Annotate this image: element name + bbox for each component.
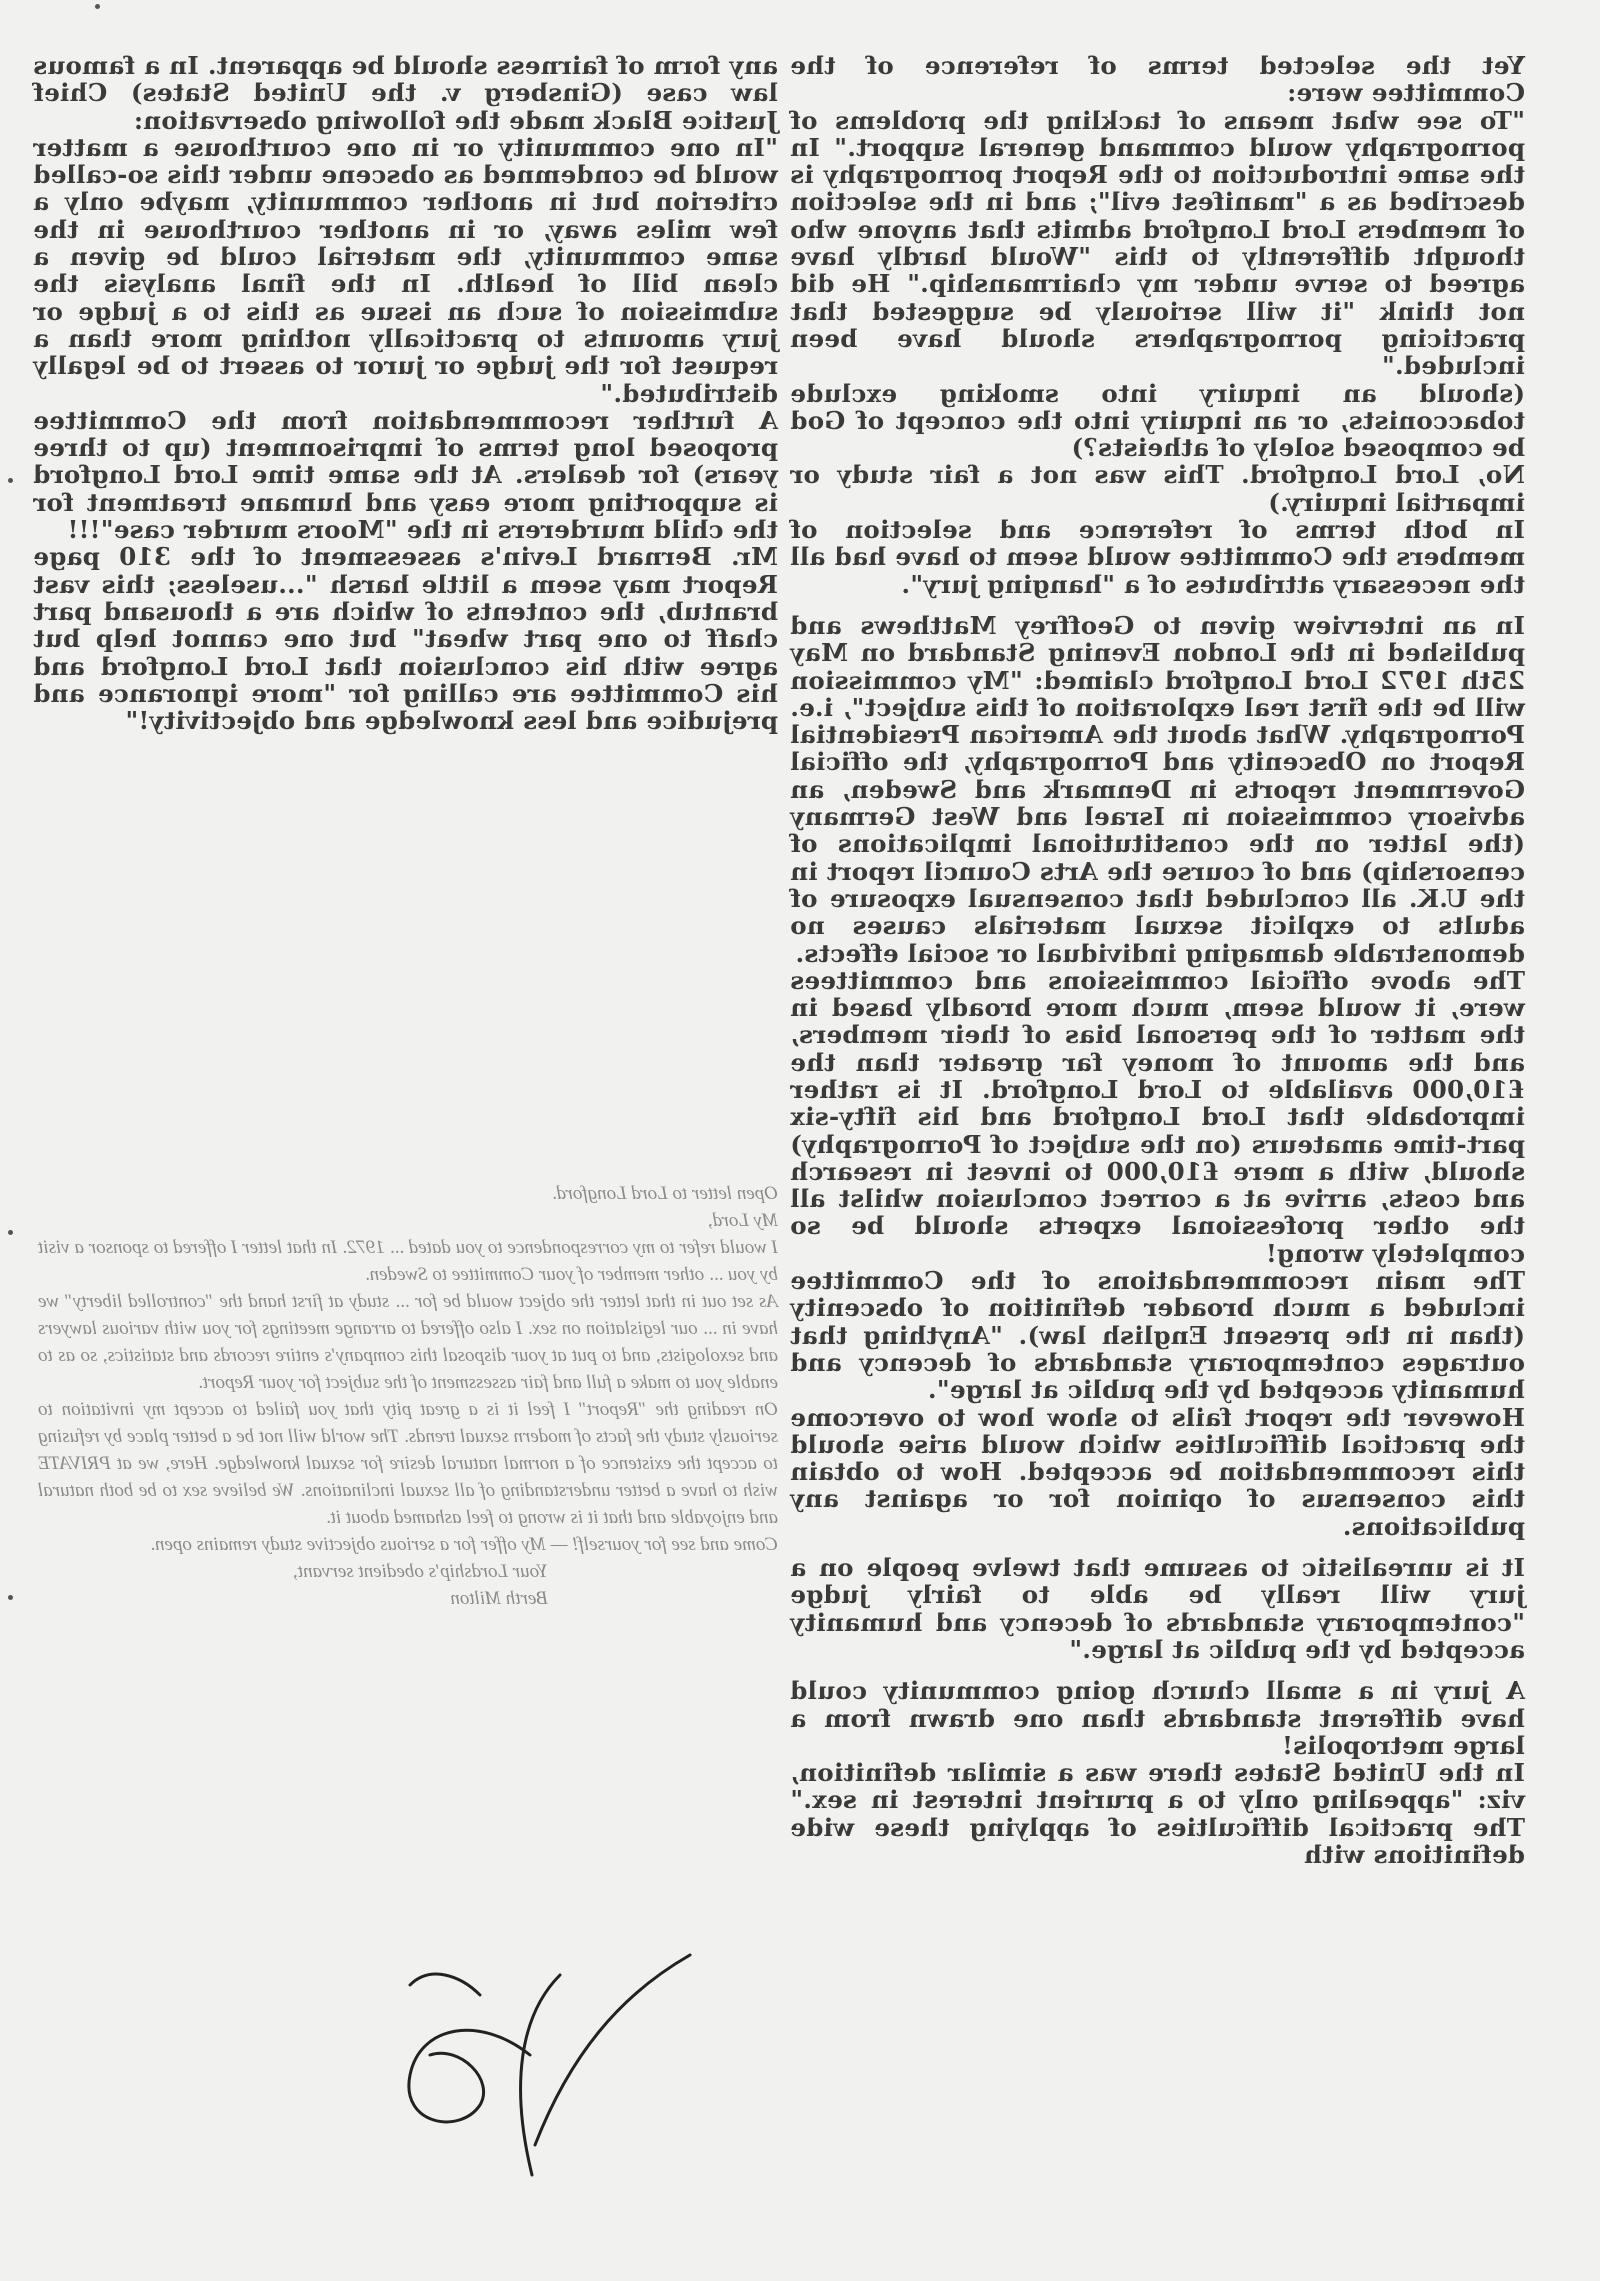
article-paragraph: "In one community or in one courthouse a matter would be condemned as obscene under this so-called criterion but in another community, maybe only a few miles away, or in another courthouse in the same community, the material could be given a clean bill of health. In the final analysis the submission of such an issue as this to a judge or jury amounts to practically nothing more than a request for the judge or juror to assert to be legally distributed." <box>33 132 778 408</box>
article-column-continued <box>33 52 778 734</box>
letter-paragraph: Your Lordship's obedient servant, <box>293 1561 548 1582</box>
article-paragraph: Yet the selected terms of reference of the Committee were: <box>790 51 1525 108</box>
article-paragraph: However the report fails to show how to overcome the practical difficulties which would arise should this recommendation be accepted. How to obtain this consensus of opinion for or against any publications. <box>790 1402 1525 1541</box>
article-paragraph: In both terms of reference and selection of members the Committee would seem to have had all the necessary attributes of a "hanging jury". <box>790 515 1525 599</box>
letter-paragraph: My Lord, <box>707 1210 778 1231</box>
article-paragraph: It is unrealistic to assume that twelve people on a jury will really be able to fairly judge "contemporary standards of decency and humanity accepted by the public at large." <box>790 1553 1525 1664</box>
article-paragraph: A further recommendation from the Committee proposed long terms of imprisonment (up to three years) for dealers. At the same time Lord Longford is supporting more easy and humane treatment for the child murderers in the "Moors murder case"!!! <box>33 405 778 545</box>
open-letter <box>38 1180 778 1612</box>
article-paragraph: The main recommendations of the Committee included a much broader definition of obscenity (than in the present English law). "Anything that outrages contemporary standards of decency and humanity accepted by the public at large". <box>790 1266 1525 1405</box>
letter-paragraph: I would refer to my correspondence to you dated ... 1972. In that letter I offered to sponsor a visit by you ... other member of your Committee to Sweden. <box>38 1237 778 1285</box>
letter-paragraph: As set out in that letter the object would be for ... study at first hand the "controlled liberty" we have in ... our legislation on sex. I also offered to arrange meetings for you with various lawyers and sexologists, and to put at your disposal this company's entire records and statistics, so as to enable you to make a full and fair assessment of the subject for your Report. <box>38 1291 778 1393</box>
letter-paragraph: Berth Milton <box>450 1588 548 1609</box>
letter-paragraph: Open letter to Lord Longford. <box>551 1183 778 1204</box>
article-paragraph: any form of fairness should be apparent. In a famous law case (Ginsberg v. the United States) Chief Justice Black made the following observation: <box>32 51 778 135</box>
scan-speck <box>8 1230 13 1235</box>
article-paragraph: In the United States there was a similar definition, viz: "appealing only to a prurient interest in sex." The practical difficulties of applying these wide definitions with <box>790 1758 1525 1869</box>
article-paragraph: In an interview given to Geoffrey Matthews and published in the London Evening Standard on May 25th 1972 Lord Longford claimed: "My commission will be the first real exploration of this subject", i.e. Pornography. What about the American Presidential Report on Obscenity and Pornography, the official Government reports in Denmark and Sweden, an advisory commission in Israel and West Germany (the latter on the constitutional implications of censorship) and of course the Arts Council report in the U.K. all concluded that consensual exposure of adults to explicit sexual materials causes no demonstrable damaging individual or social effects. <box>790 610 1525 968</box>
article-paragraph: No, Lord Longford. This was not a fair study or impartial inquiry.) <box>790 460 1525 517</box>
signature-icon <box>380 1935 710 2195</box>
letter-paragraph: Come and see for yourself! — My offer for a serious objective study remains open. <box>150 1534 778 1555</box>
article-paragraph: "To see what means of tackling the problems of pornography would command general support." In the same introduction to the Report pornography is described as a "manifest evil"; and in the selection of members Lord Longford admits that anyone who thought differently to this "Would hardly have agreed to serve under my chairmanship." He did not think "it will seriously be suggested that practicing pornographers should have been included." <box>790 105 1525 381</box>
letter-paragraph: On reading the "Report" I feel it is a great pity that you failed to accept my invitation to seriously study the facts of modern sexual trends. The world will not be a better place by refusing to accept the existence of a normal natural desire for sexual knowledge. Here, we at PRIVATE wish to have a better understanding of all sexual inclinations. We believe sex to be both natural and enjoyable and that it is wrong to feel ashamed about it. <box>38 1399 778 1528</box>
article-paragraph: Mr. Bernard Levin's assessment of the 310 page Report may seem a little harsh "...useless; this vast brantub, the contents of which are a thousand part chaff to one part wheat" but one cannot help but agree with his conclusion that Lord Longford and his Committee are calling for "more ignorance and prejudice and less knowledge and objectivity!" <box>33 542 778 736</box>
article-paragraph: A jury in a small church going community could have different standards than one drawn from a large metropolis! <box>790 1676 1525 1760</box>
article-paragraph: The above official commissions and committees were, it would seem, much more broadly based in the matter of the personal bias of their members, and the amount of money far greater than the £10,000 available to Lord Longford. It is rather improbable that Lord Longford and his fifty-six part-time amateurs (on the subject of Pornography) should, with a mere £10,000 to invest in research and costs, arrive at a correct conclusion whilst all the other professional experts should be so completely wrong! <box>790 965 1525 1268</box>
scan-speck <box>8 478 13 483</box>
article-paragraph: (should an inquiry into smoking exclude tobacconists, or an inquiry into the concept of God be composed solely of atheists?) <box>790 378 1525 463</box>
scan-speck <box>8 1595 13 1600</box>
scan-speck <box>95 4 100 9</box>
article-column-main <box>790 52 1525 1868</box>
